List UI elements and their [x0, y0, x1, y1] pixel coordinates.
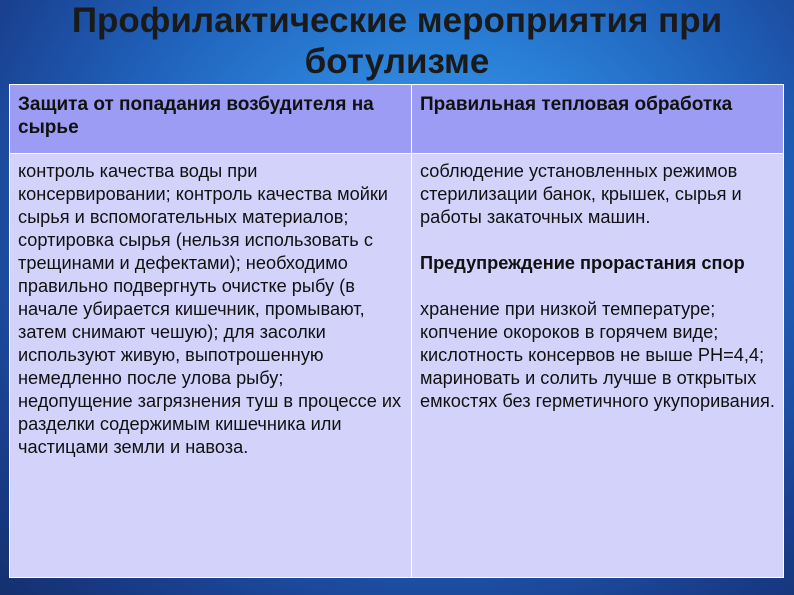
- table-body-row: [10, 154, 784, 578]
- storage-measures-text: хранение при низкой температуре; копчение окороков в горячем виде; кислотность консервов не выше PH=4,4; мариновать и солить лучше в открытых емкостях без герметичного укупоривания.: [420, 299, 775, 411]
- sterilization-regimes-text: соблюдение установленных режимов стерилизации банок, крышек, сырья и работы закаточных машин.: [420, 161, 742, 227]
- contamination-measures-text: контроль качества воды при консервировании; контроль качества мойки сырья и вспомогательных материалов; сортировка сырья (нельзя использовать с трещинами и дефектами); необходимо правильно подвергнуть очистке рыбу (в начале убирается кишечник, промывают, затем снимают чешую); для засолки используют живую, выпотрошенную немедленно после улова рыбу; недопущение загрязнения туш в процессе их разделки содержимым кишечника или частицами земли и навоза.: [18, 161, 402, 457]
- table-header-row: [10, 85, 784, 154]
- header-contamination-protection: Защита от попадания возбудителя на сырье: [10, 85, 412, 154]
- spore-germination-subheading: Предупреждение прорастания спор: [420, 253, 745, 273]
- cell-heat-treatment-measures: [412, 154, 784, 578]
- slide-title: [0, 0, 794, 84]
- slide-title-line-2: ботулизме: [304, 42, 490, 81]
- prevention-table: [9, 84, 784, 578]
- slide-title-line-1: Профилактические мероприятия при: [71, 1, 723, 40]
- cell-contamination-measures: [10, 154, 412, 578]
- header-heat-treatment: Правильная тепловая обработка: [412, 85, 784, 154]
